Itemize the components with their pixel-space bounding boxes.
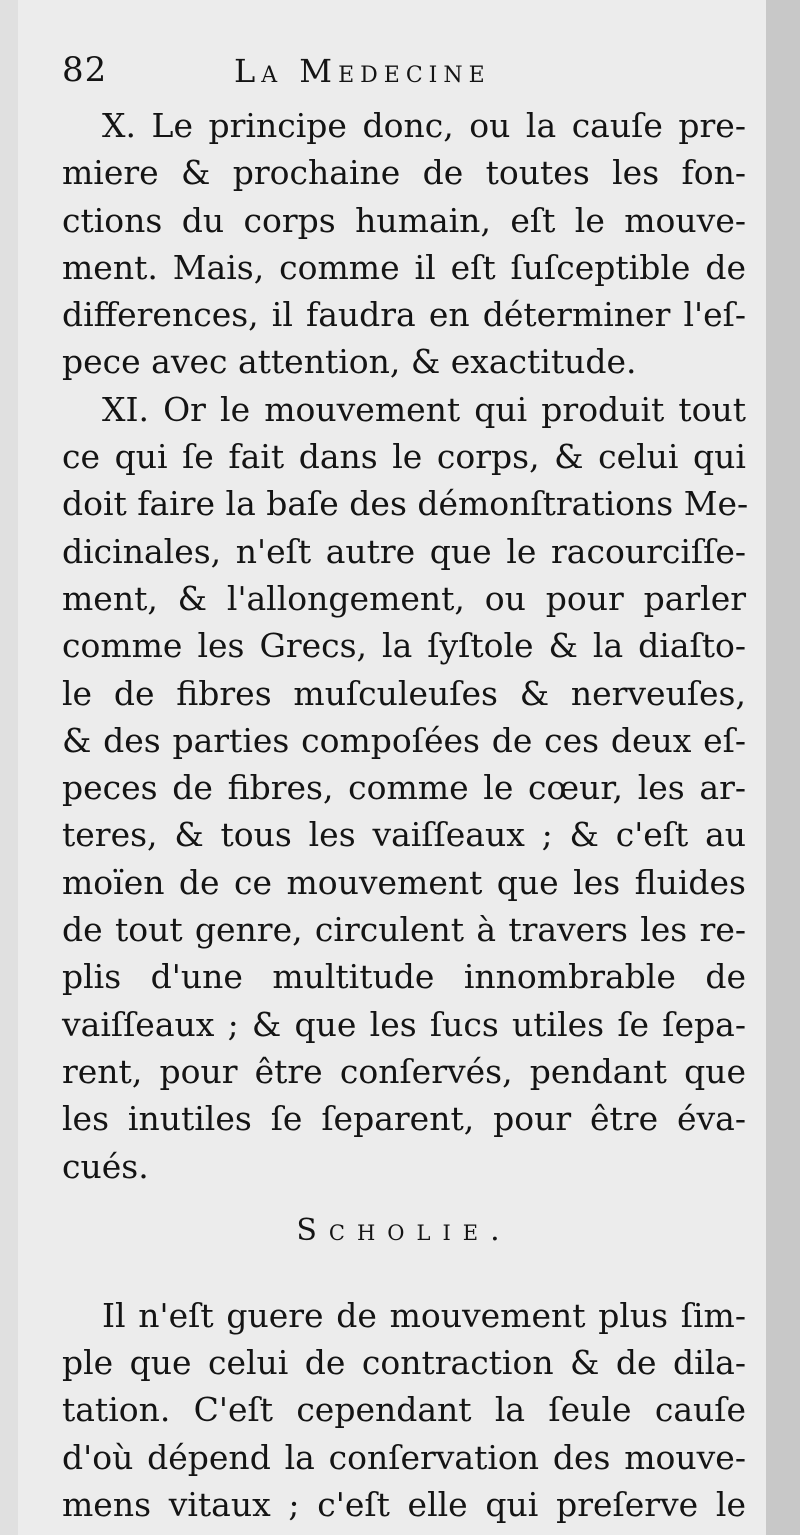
text-line: teres, & tous les vaiſſeaux ; & c'eſt au bbox=[62, 815, 746, 855]
text-line: pece avec attention, & exactitude. bbox=[62, 342, 637, 382]
text-block bbox=[62, 102, 749, 1528]
running-head: La Medecine bbox=[234, 52, 491, 90]
text-line: moïen de ce mouvement que les fluides bbox=[62, 862, 746, 902]
text-line: ctions du corps humain, eſt le mouve- bbox=[62, 200, 746, 240]
text-line: Il n'eſt guere de mouvement plus ſim- bbox=[102, 1295, 746, 1335]
text-line: differences, il faudra en déterminer l'eſ- bbox=[62, 295, 746, 335]
text-line: ce qui ſe fait dans le corps, & celui qui bbox=[62, 437, 746, 477]
text-line: doit faire la baſe des démonſtrations Me- bbox=[62, 484, 749, 524]
paragraph-x bbox=[62, 102, 746, 386]
page-number: 82 bbox=[62, 50, 108, 90]
text-line: ment. Mais, comme il eſt ſuſceptible de bbox=[62, 247, 746, 287]
text-line: vaiſſeaux ; & que les ſucs utiles ſe ſepa- bbox=[62, 1004, 746, 1044]
text-line: plis d'une multitude innombrable de bbox=[62, 957, 746, 997]
text-line: cués. bbox=[62, 1146, 149, 1186]
text-line: & des parties compoſées de ces deux eſ- bbox=[62, 720, 746, 760]
text-line: tation. C'eſt cependant la ſeule cauſe bbox=[62, 1390, 746, 1430]
text-line: XI. Or le mouvement qui produit tout bbox=[102, 389, 746, 429]
text-line: les inutiles ſe ſeparent, pour être éva- bbox=[62, 1099, 746, 1139]
text-line: X. Le principe donc, ou la cauſe pre- bbox=[102, 106, 746, 145]
text-line: ple que celui de contraction & de dila- bbox=[62, 1343, 746, 1383]
page-edge-right bbox=[766, 0, 800, 1535]
text-line: d'où dépend la conſervation des mouve- bbox=[62, 1437, 746, 1477]
text-line: miere & prochaine de toutes les fon- bbox=[62, 153, 746, 193]
scholie-heading: Scholie. bbox=[296, 1212, 512, 1248]
page-edge-left bbox=[0, 0, 18, 1535]
text-line: rent, pour être conſervés, pendant que bbox=[62, 1051, 746, 1091]
paragraph-xi bbox=[62, 386, 749, 1190]
text-line: le de fibres muſculeuſes & nerveuſes, bbox=[62, 673, 746, 713]
text-line: peces de fibres, comme le cœur, les ar- bbox=[62, 768, 746, 808]
text-line: comme les Grecs, la ſyſtole & la diaſto- bbox=[62, 626, 746, 666]
text-line: ment, & l'allongement, ou pour parler bbox=[62, 578, 746, 618]
page-header bbox=[62, 50, 750, 102]
text-line: de tout genre, circulent à travers les re- bbox=[62, 910, 746, 950]
text-line: dicinales, n'eſt autre que le racourciſſe- bbox=[62, 531, 746, 571]
paragraph-scholie bbox=[62, 1292, 746, 1528]
text-line: mens vitaux ; c'eſt elle qui preſerve le bbox=[62, 1485, 746, 1525]
